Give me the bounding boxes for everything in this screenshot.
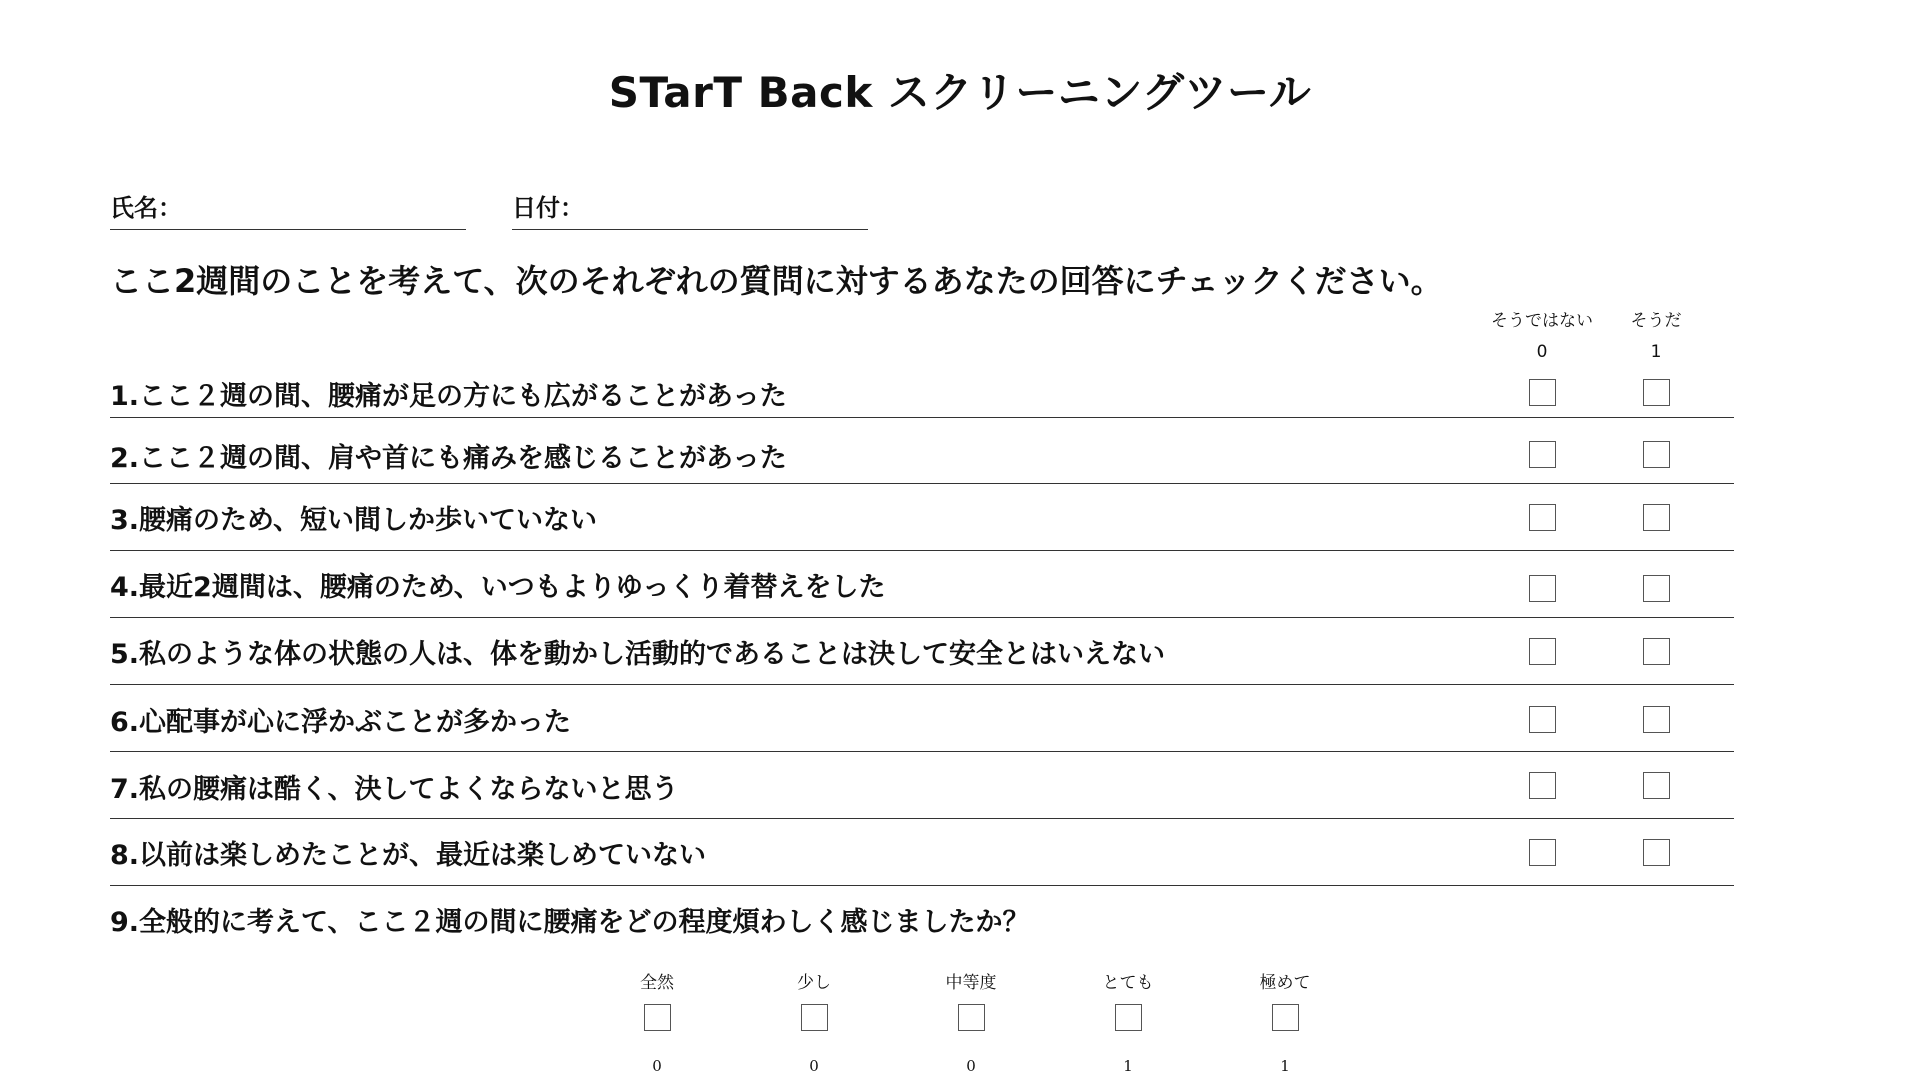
option-score: 0 (809, 1057, 819, 1075)
checkbox-no[interactable] (1529, 575, 1556, 602)
question-row-7 (110, 752, 1734, 819)
column-score-yes: 1 (1650, 342, 1662, 362)
q9-option-extremely (1225, 968, 1345, 1075)
checkbox-yes[interactable] (1643, 706, 1670, 733)
question-row-8 (110, 819, 1734, 886)
page-title: STarT Back スクリーニングツール (608, 68, 1312, 117)
checkbox-yes[interactable] (1643, 575, 1670, 602)
option-label: 中等度 (945, 973, 997, 993)
question-text: 6.心配事が心に浮かぶことが多かった (110, 707, 572, 738)
name-field[interactable] (110, 188, 466, 230)
question-row-4 (110, 551, 1734, 618)
checkbox-no[interactable] (1529, 638, 1556, 665)
date-label: 日付： (512, 194, 584, 222)
checkbox[interactable] (1272, 1004, 1299, 1031)
checkbox-yes[interactable] (1643, 638, 1670, 665)
option-label: とても (1102, 973, 1154, 993)
q9-option-not-at-all (597, 968, 717, 1075)
column-score-no: 0 (1536, 342, 1548, 362)
option-label: 少し (797, 973, 831, 993)
option-label: 全然 (640, 973, 674, 993)
checkbox-yes[interactable] (1643, 441, 1670, 468)
option-score: 0 (652, 1057, 662, 1075)
checkbox-yes[interactable] (1643, 772, 1670, 799)
question-text: 3.腰痛のため、短い間しか歩いていない (110, 505, 597, 536)
question-text: 2.ここ２週の間、肩や首にも痛みを感じることがあった (110, 443, 787, 474)
q9-option-moderately (911, 968, 1031, 1075)
checkbox[interactable] (644, 1004, 671, 1031)
question-row-2 (110, 418, 1734, 484)
question-row-5 (110, 618, 1734, 685)
q9-option-slightly (754, 968, 874, 1075)
q9-option-very-much (1068, 968, 1188, 1075)
checkbox-no[interactable] (1529, 772, 1556, 799)
question-text: 4.最近2週間は、腰痛のため、いつもよりゆっくり着替えをした (110, 572, 886, 603)
question-text: 7.私の腰痛は酷く、決してよくならないと思う (110, 774, 679, 805)
instruction-text: ここ2週間のことを考えて、次のそれぞれの質問に対するあなたの回答にチェックください。 (110, 262, 1443, 300)
option-label: 極めて (1259, 973, 1311, 993)
question-row-3 (110, 484, 1734, 551)
question-text: 5.私のような体の状態の人は、体を動かし活動的であることは決して安全とはいえない (110, 639, 1166, 670)
checkbox-no[interactable] (1529, 839, 1556, 866)
option-score: 0 (966, 1057, 976, 1075)
checkbox-no[interactable] (1529, 441, 1556, 468)
column-header-yes: そうだ (1630, 311, 1682, 331)
checkbox-yes[interactable] (1643, 504, 1670, 531)
checkbox-no[interactable] (1529, 504, 1556, 531)
question-row-6 (110, 685, 1734, 752)
checkbox-yes[interactable] (1643, 379, 1670, 406)
question-9-text: 9.全般的に考えて、ここ２週の間に腰痛をどの程度煩わしく感じましたか？ (110, 907, 1030, 938)
option-score: 1 (1123, 1057, 1133, 1075)
date-field[interactable] (512, 188, 868, 230)
name-label: 氏名： (110, 194, 182, 222)
checkbox-no[interactable] (1529, 706, 1556, 733)
option-score: 1 (1280, 1057, 1290, 1075)
checkbox[interactable] (1115, 1004, 1142, 1031)
checkbox[interactable] (958, 1004, 985, 1031)
checkbox[interactable] (801, 1004, 828, 1031)
column-header-no: そうではない (1491, 311, 1593, 331)
checkbox-yes[interactable] (1643, 839, 1670, 866)
question-row-1 (110, 366, 1734, 418)
question-text: 8.以前は楽しめたことが、最近は楽しめていない (110, 840, 707, 871)
checkbox-no[interactable] (1529, 379, 1556, 406)
question-text: 1.ここ２週の間、腰痛が足の方にも広がることがあった (110, 381, 787, 412)
